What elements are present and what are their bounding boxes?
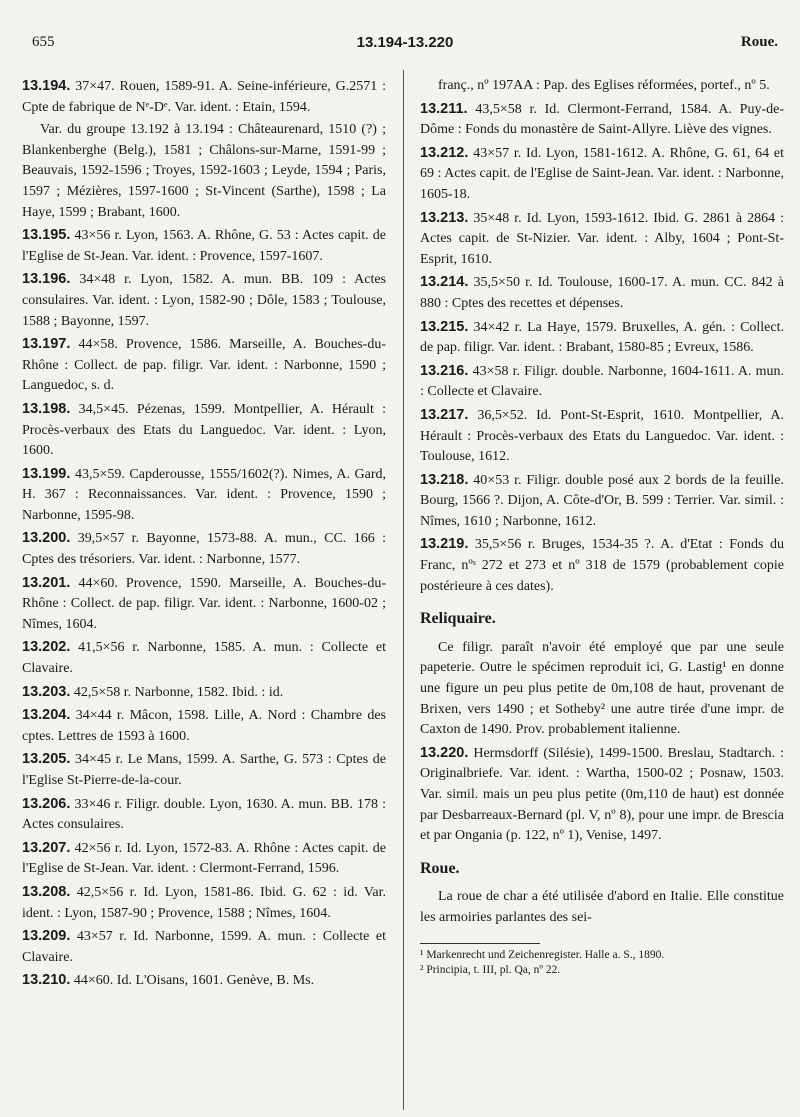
section-title: Roue. (740, 34, 778, 50)
right-entry (420, 76, 784, 97)
entry-number: 13.198. (22, 400, 71, 417)
entry-number: 13.210. (22, 972, 71, 989)
right-entry (420, 272, 784, 314)
entry-text: franç., nº 197AA : Pap. des Eglises réformées, portef., nº 5. (438, 78, 770, 93)
entry-text: 40×53 r. Filigr. double posé aux 2 bords de la feuille. Bourg, 1566 ?. Dijon, A. Côte-d'Or, B. 599 : Terrier. Var. simil. : Nîmes, 1610 ; Narbonne, 1612. (420, 472, 785, 529)
page-header (32, 34, 778, 56)
entry-number: 13.207. (22, 839, 71, 856)
entry-number: 13.205. (22, 751, 71, 768)
right-entry (420, 534, 784, 597)
entry-number: 13.204. (22, 707, 71, 724)
right-entry (420, 405, 784, 468)
entry-text: 33×46 r. Filigr. double. Lyon, 1630. A. mun. BB. 178 : Actes consulaires. (22, 796, 386, 833)
entry-text: 43×56 r. Lyon, 1563. A. Rhône, G. 53 : Actes capit. de l'Eglise de St-Jean. Var. ident. : Provence, 1597-1607. (22, 228, 386, 264)
left-entry (22, 970, 386, 992)
entry-number: 13.199. (22, 465, 71, 482)
entry-text: 34×42 r. La Haye, 1579. Bruxelles, A. gén. : Collect. de pap. filigr. Var. ident. : Brabant, 1580-85 ; Evreux, 1586. (420, 319, 785, 356)
entry-number: 13.196. (22, 271, 71, 288)
entry-text: 43,5×59. Capderousse, 1555/1602(?). Nimes, A. Gard, H. 367 : Reconnaissances. Var. ident. : Provence, 1590 ; Narbonne, 1595-98. (22, 466, 386, 523)
entry-text: 41,5×56 r. Narbonne, 1585. A. mun. : Collecte et Clavaire. (22, 640, 386, 677)
entry-range: 13.194-13.220 (356, 34, 454, 51)
entry-number: 13.212. (420, 144, 469, 161)
entry-number: 13.218. (420, 471, 469, 488)
entry-text: Var. du groupe 13.192 à 13.194 : Châteaurenard, 1510 (?) ; Blankenberghe (Belg.), 1581 ; Châlons-sur-Marne, 1591-99 ; Beauvais, 1592-1596 ; Troyes, 1592-1603 ; Leyde, 1594 ; Paris, 1597 ; Mézières, 1597-1600 ; St-Vincent (Sarthe), 1598 ; La Haye, 1599 ; Brabant, 1600. (22, 122, 386, 220)
footnote-1: ¹ Markenrecht und Zeichenregister. Halle a. S., 1890. (420, 948, 665, 961)
entry-text: 37×47. Rouen, 1589-91. A. Seine-inférieure, G.2571 : Cpte de fabrique de Nᵉ-Dᵉ. Var. ident. : Etain, 1594. (22, 79, 386, 115)
entry-13-220 (420, 743, 784, 847)
left-entry (22, 573, 386, 636)
right-entry (420, 208, 784, 271)
entry-text: 44×60. Provence, 1590. Marseille, A. Bouches-du-Rhône : Collect. de pap. filigr. Var. ident. : Narbonne, 1600-02 ; Nîmes, 1604. (22, 575, 386, 632)
column-divider (403, 70, 404, 1110)
left-entry (22, 926, 386, 968)
entry-number: 13.202. (22, 639, 71, 656)
footnote-2: ² Principia, t. III, pl. Qa, nº 22. (420, 963, 561, 976)
right-entry (420, 361, 784, 403)
left-entry (22, 838, 386, 880)
left-entry (22, 528, 386, 570)
right-column (420, 76, 784, 978)
entry-text: 42,5×58 r. Narbonne, 1582. Ibid. : id. (73, 684, 284, 700)
right-entry (420, 143, 784, 206)
page-number: 655 (32, 34, 55, 50)
entry-text: 35×48 r. Id. Lyon, 1593-1612. Ibid. G. 2861 à 2864 : Actes capit. de St-Nizier. Var. ident. : Alby, 1604 ; Pont-St-Esprit, 1610. (420, 210, 785, 267)
entry-text: 34,5×45. Pézenas, 1599. Montpellier, A. Hérault : Procès-verbaux des Etats du Languedoc. Var. ident. : Lyon, 1600. (22, 401, 387, 459)
entry-text: 35,5×56 r. Bruges, 1534-35 ?. A. d'Etat : Fonds du Franc, nºˢ 272 et 273 et nº 318 de 1579 (probablement copie postérieure à ces dates). (420, 537, 784, 594)
entry-text: Hermsdorff (Silésie), 1499-1500. Breslau, Stadtarch. : Originalbriefe. Var. ident. : Wartha, 1500-02 ; Posnaw, 1503. Var. simil. mais un peu plus petite (0m,110 de haut) est donnée par Desbarreaux-Bernard (pl. V, nº 8), pour une impr. de Brescia et par Ongania (p. 122, nº 1), Venise, 1497. (420, 745, 784, 844)
heading-reliquaire: Reliquaire. (420, 610, 496, 628)
right-entries (420, 76, 784, 597)
left-entry (22, 120, 386, 223)
entry-text: 34×48 r. Lyon, 1582. A. mun. BB. 109 : Actes consulaires. Var. ident. : Lyon, 1582-90 ; Dôle, 1583 ; Toulouse, 1588 ; Bayonne, 1597. (22, 272, 386, 329)
entry-text: 42,5×56 r. Id. Lyon, 1581-86. Ibid. G. 62 : id. Var. ident. : Lyon, 1587-90 ; Provence, 1588 ; Nîmes, 1604. (22, 884, 386, 921)
left-entry (22, 705, 386, 747)
entry-text: 34×44 r. Mâcon, 1598. Lille, A. Nord : Chambre des cptes. Lettres de 1593 à 1600. (22, 708, 387, 744)
left-entry (22, 76, 386, 118)
left-entry (22, 225, 386, 267)
entry-text: 43×57 r. Id. Lyon, 1581-1612. A. Rhône, G. 61, 64 et 69 : Actes capit. de l'Eglise de Saint-Jean. Var. ident. : Narbonne, 1605-18. (420, 145, 785, 202)
entry-number: 13.208. (22, 883, 71, 900)
entry-number: 13.197. (22, 336, 71, 353)
entry-number: 13.194. (22, 78, 71, 94)
entry-text: 43×57 r. Id. Narbonne, 1599. A. mun. : Collecte et Clavaire. (22, 929, 386, 965)
right-entry (420, 317, 784, 359)
roue-paragraph: La roue de char a été utilisée d'abord en Italie. Elle constitue les armoiries parlantes des sei- (420, 889, 784, 925)
entry-number: 13.213. (420, 209, 469, 226)
entry-number: 13.203. (22, 683, 71, 700)
footnote-rule (420, 943, 540, 944)
entry-text: 43,5×58 r. Id. Clermont-Ferrand, 1584. A. Puy-de-Dôme : Fonds du monastère de Saint-Allyre. Liève des vignes. (420, 101, 784, 138)
entry-number: 13.200. (22, 530, 71, 547)
left-entry (22, 682, 386, 704)
heading-roue: Roue. (420, 859, 460, 877)
entry-text: 34×45 r. Le Mans, 1599. A. Sarthe, G. 573 : Cptes de l'Eglise St-Pierre-de-la-cour. (22, 752, 387, 788)
entry-number: 13.220. (420, 744, 469, 761)
entry-text: 36,5×52. Id. Pont-St-Esprit, 1610. Montpellier, A. Hérault : Procès-verbaux des Etats du Languedoc. Var. ident. : Toulouse, 1612. (420, 407, 784, 465)
left-entry (22, 269, 386, 332)
entry-number: 13.209. (22, 928, 71, 945)
left-column (22, 76, 386, 994)
entry-text: 43×58 r. Filigr. double. Narbonne, 1604-1611. A. mun. : Collecte et Clavaire. (420, 363, 785, 400)
entry-number: 13.215. (420, 318, 469, 335)
right-entry (420, 99, 784, 141)
left-entry (22, 637, 386, 679)
entry-number: 13.201. (22, 574, 71, 591)
entry-number: 13.216. (420, 362, 469, 379)
entry-number: 13.195. (22, 227, 71, 244)
left-entry (22, 334, 386, 397)
entry-number: 13.214. (420, 274, 469, 291)
entry-number: 13.206. (22, 795, 71, 812)
left-entry (22, 749, 386, 791)
left-entry (22, 399, 386, 462)
entry-number: 13.217. (420, 406, 469, 423)
reliquaire-paragraph: Ce filigr. paraît n'avoir été employé que par une seule papeterie. Outre le spécimen reproduit ici, G. Lastig¹ en donne une figure un peu plus petite de 0m,108 de haut, provenant de Brixen, vers 1490 ; et Sotheby² une autre tirée d'une impr. de Caxton de 1490. Prov. probablement italienne. (420, 639, 784, 738)
left-entry (22, 882, 386, 924)
right-entry (420, 470, 784, 533)
entry-text: 44×58. Provence, 1586. Marseille, A. Bouches-du-Rhône : Collect. de pap. filigr. Var. ident. : Narbonne, 1590 ; Languedoc, s. d. (22, 337, 386, 394)
entry-text: 35,5×50 r. Id. Toulouse, 1600-17. A. mun. CC. 842 à 880 : Cptes des recettes et dépenses. (420, 275, 784, 311)
left-entry (22, 794, 386, 836)
entry-number: 13.219. (420, 536, 469, 553)
left-entry (22, 464, 386, 527)
entry-number: 13.211. (420, 100, 468, 117)
entry-text: 39,5×57 r. Bayonne, 1573-88. A. mun., CC. 166 : Cptes des trésoriers. Var. ident. : Narbonne, 1577. (22, 531, 386, 568)
entry-text: 42×56 r. Id. Lyon, 1572-83. A. Rhône : Actes capit. de l'Eglise de St-Jean. Var. ident. : Clermont-Ferrand, 1596. (22, 840, 386, 877)
entry-text: 44×60. Id. L'Oisans, 1601. Genève, B. Ms. (73, 973, 315, 989)
